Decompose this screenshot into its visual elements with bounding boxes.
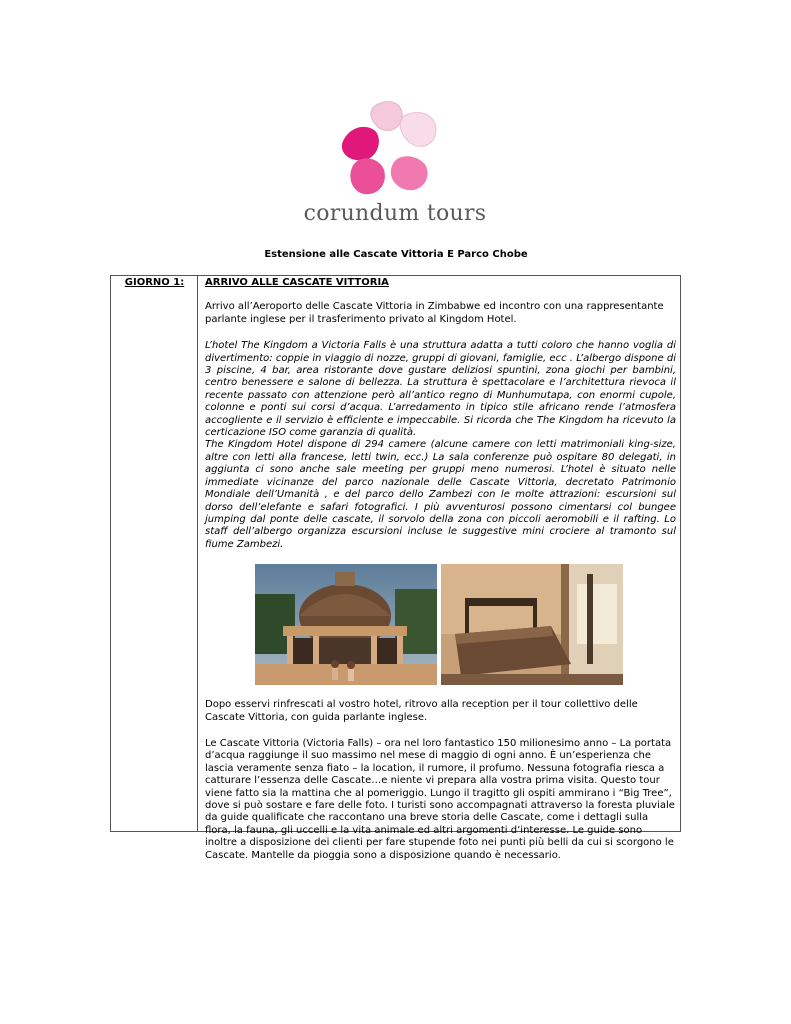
brand-name: corundum tours: [303, 201, 487, 226]
hotel-exterior-photo: [255, 564, 437, 685]
hotel-details-text: The Kingdom Hotel dispone di 294 camere (alcune camere con letti matrimoniali king-size, altre con letti alla francese, letti twin, ecc.) La sala conferenze può ospitare 80 delegati, in aggiunta ci sono anche sale meeting per gruppi meno numerosi. L’hotel è situato nelle immediate vicinanze del parco nazionale delle Cascate Vittoria, decretato Patrimonio Mondiale dell’Umanità , e del parco dello Zambezi con le molte attrazioni: escursioni sul dorso dell’elefante e safari fotografici. I più avventurosi possono cimentarsi col bungee jumping dal ponte delle cascate, il sorvolo della zona con piccoli aeromobili e il rafting. Lo staff dell’albergo organizza escursioni incluse le suggestive mini crociere al tramonto sul fiume Zambezi.: [205, 439, 676, 550]
day-column: [111, 276, 198, 831]
day-title: ARRIVO ALLE CASCATE VITTORIA: [205, 277, 389, 288]
document-title: Estensione alle Cascate Vittoria E Parco Chobe: [264, 249, 528, 260]
day-label: GIORNO 1:: [124, 277, 185, 288]
falls-paragraph: Le Cascate Vittoria (Victoria Falls) – ora nel loro fantastico 150 milionesimo anno – La portata d’acqua raggiunge il suo massimo nel mese di maggio di ogni anno. È un’esperienza che lascia veramente senza fiato – la location, il rumore, il profumo. Nessuna fotografia riesca a catturare l’essenza delle Cascate…e niente vi prepara alla vostra prima visita. Questo tour viene fatto sia la mattina che al pomeriggio. Lungo il tragitto gli ospiti ammirano i “Big Tree”, dove si può sostare e fare delle foto. I turisti sono accompagnati attraverso la foresta pluviale da guide qualificate che raccontano una breve storia delle Cascate, come i dettagli sulla flora, la fauna, gli uccelli e la vita animale ed altri argomenti d’interesse. Le guide sono inoltre a disposizione dei clienti per fare stupende foto nei punti più belli da cui si scorgono le Cascate. Mantelle da pioggia sono a disposizione quando è necessario.: [205, 737, 675, 861]
arrival-paragraph: Arrivo all’Aeroporto delle Cascate Vittoria in Zimbabwe ed incontro con una rappresentante parlante inglese per il trasferimento privato al Kingdom Hotel.: [205, 301, 664, 325]
itinerary-table: [110, 275, 681, 861]
hotel-room-photo: [441, 564, 623, 685]
hotel-description: [205, 340, 676, 551]
photo-gallery: [255, 564, 676, 685]
hotel-description-text: L’hotel The Kingdom a Victoria Falls è una struttura adatta a tutti coloro che hanno voglia di divertimento: coppie in viaggio di nozze, gruppi di giovani, famiglie, ecc . L’albergo dispone di 3 piscine, 4 bar, area ristorante dove gustare deliziosi spuntini, zona giochi per bambini, centro benessere e salone di bellezza. La struttura è spettacolare e l’architettura rievoca il recente passato con attenzione però all’antico regno di Munhumutapa, con enormi cupole, colonne e ponti sui corsi d’acqua. L’arredamento in tipico stile africano rende l’atmosfera accogliente e il servizio è efficiente e impeccabile. Si ricorda che The Kingdom ha ricevuto la certicazione ISO come garanzia di qualità.: [205, 340, 676, 439]
day-content: [205, 276, 676, 862]
flower-logo-icon: [338, 100, 448, 200]
afternoon-paragraph: Dopo esservi rinfrescati al vostro hotel, ritrovo alla reception per il tour collettivo delle Cascate Vittoria, con guida parlante inglese.: [205, 699, 638, 723]
